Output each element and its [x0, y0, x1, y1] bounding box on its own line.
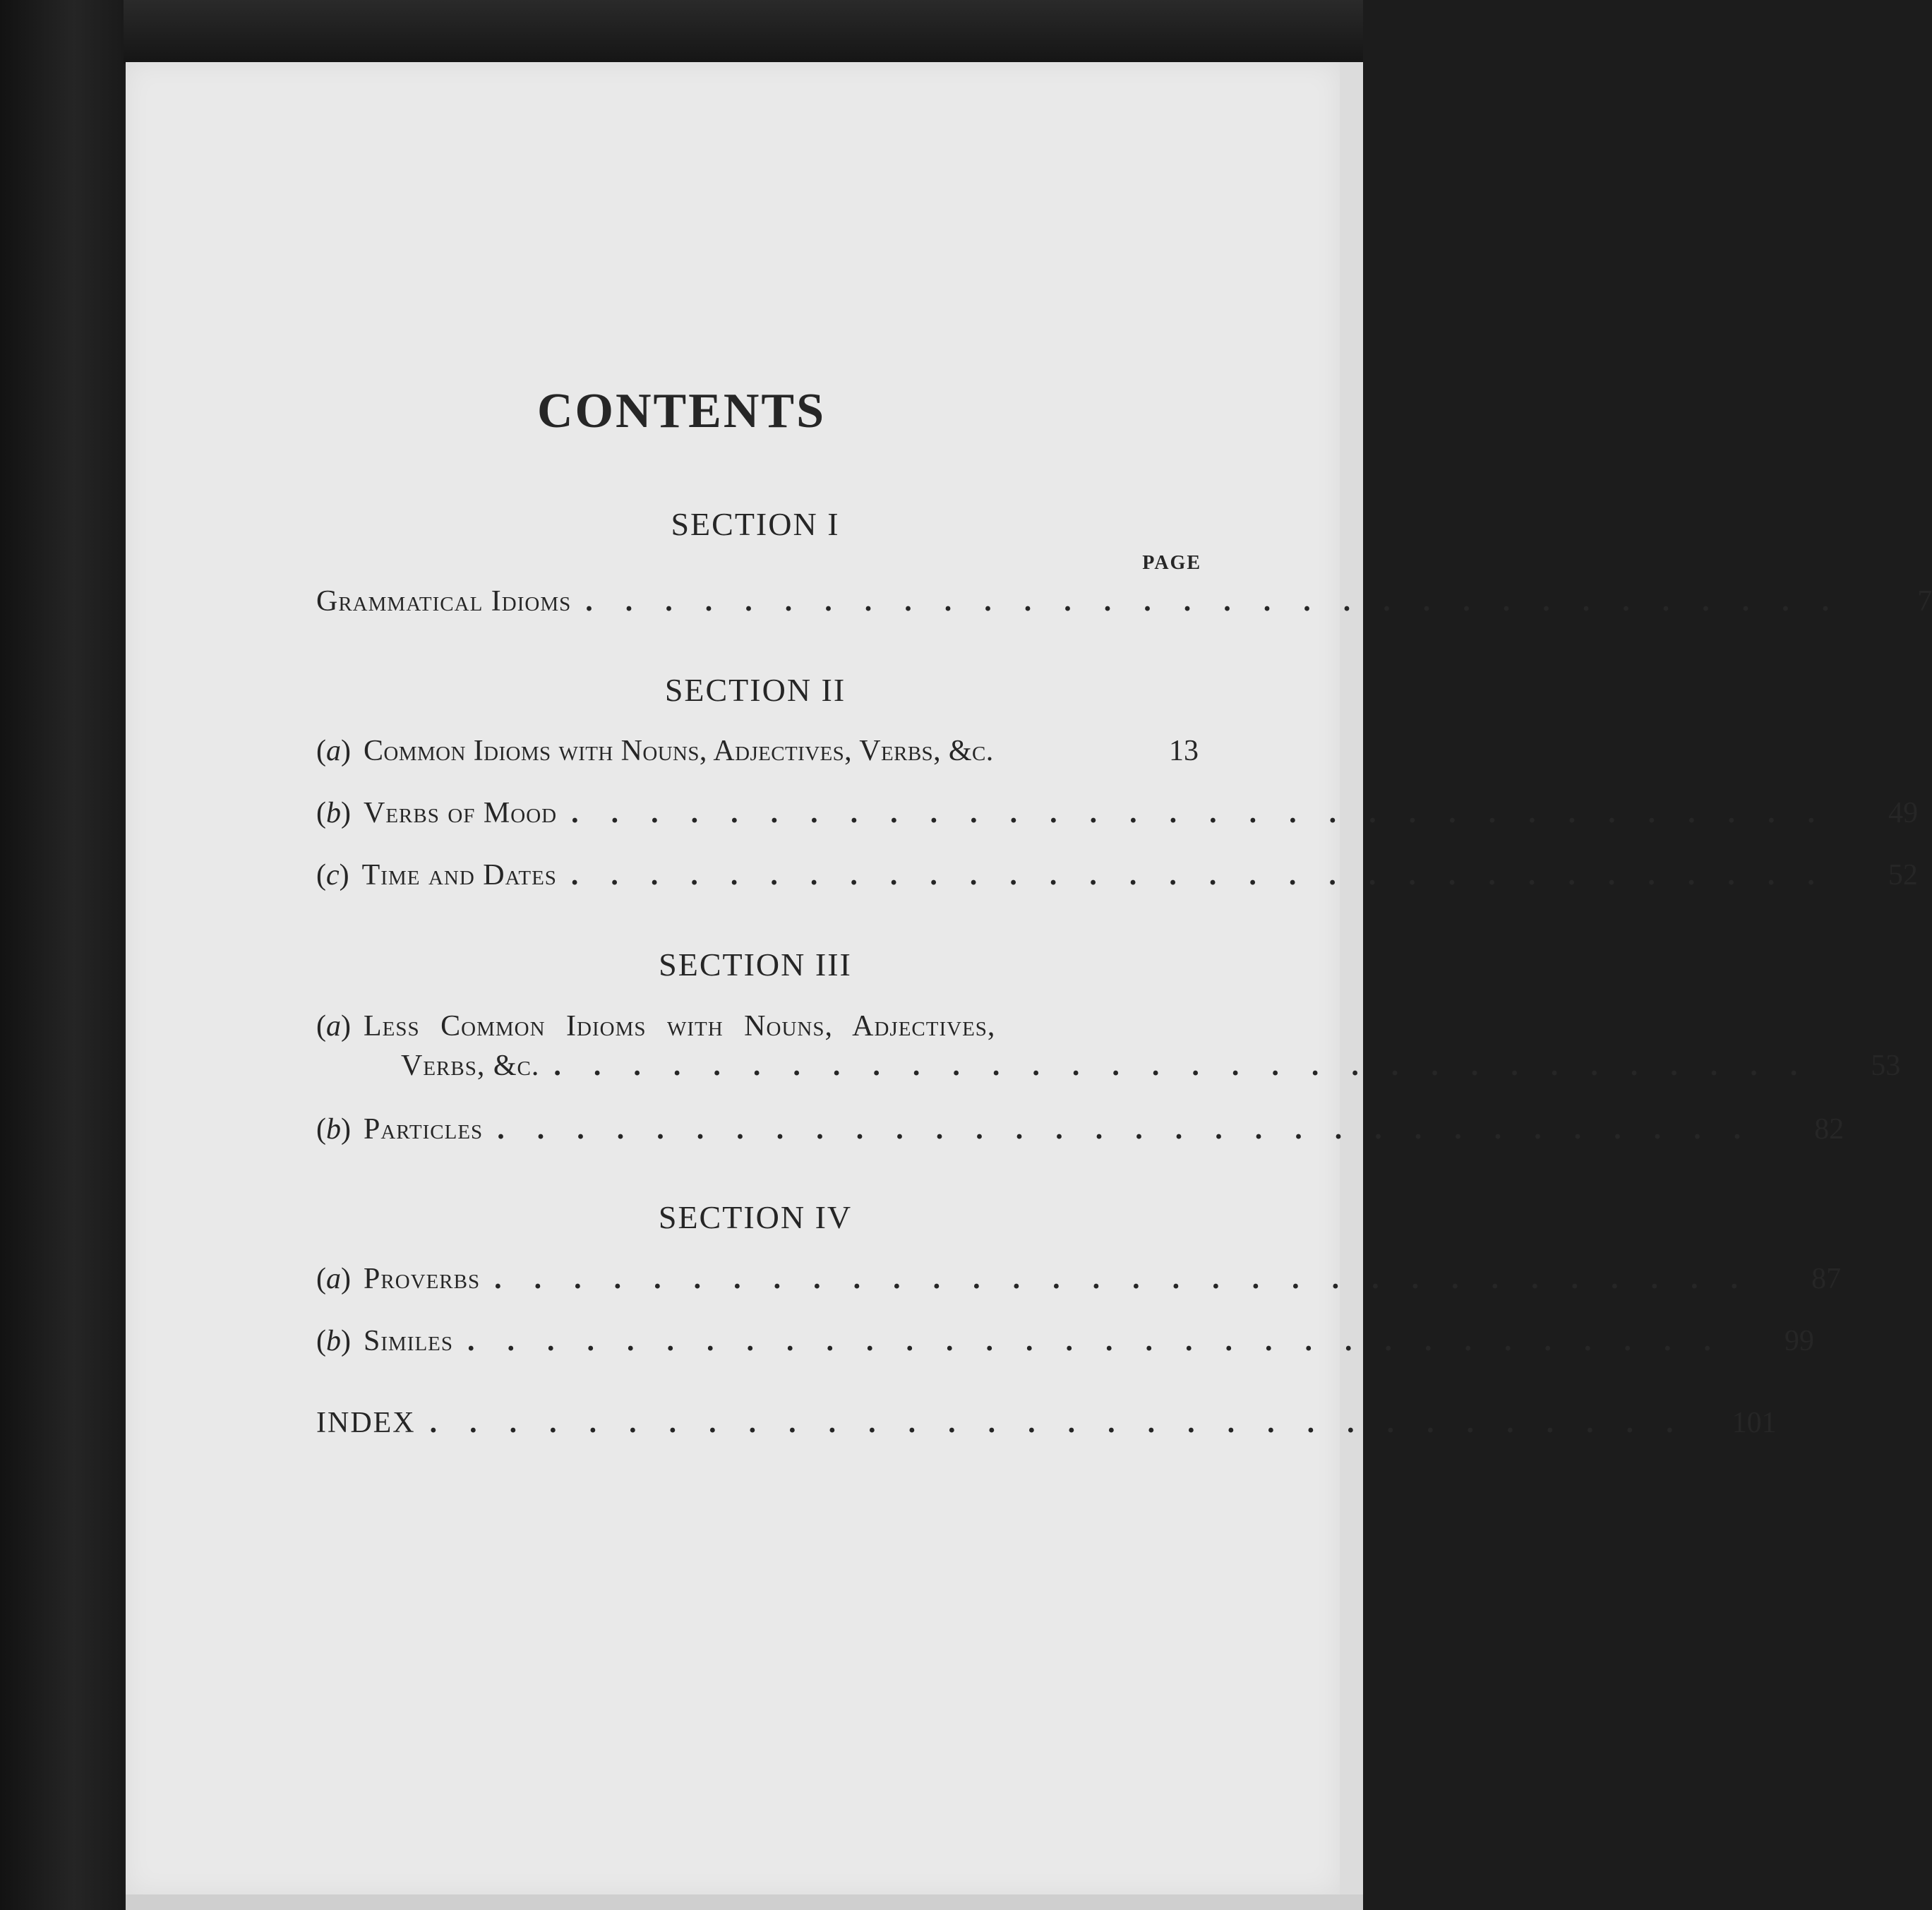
toc-entry-title-continued: Verbs, &c. [401, 1050, 540, 1082]
toc-entry-title: Proverbs [364, 1263, 481, 1295]
toc-entry-marker: (b) [316, 1113, 351, 1146]
toc-entry-page: 52 [1888, 859, 1918, 891]
toc-entry-marker: (c) [316, 859, 349, 891]
toc-entry-index[interactable] [316, 1403, 1777, 1443]
toc-entry-less-common-idioms-continued[interactable] [401, 1046, 1901, 1086]
page-edge-bottom [126, 1894, 1363, 1910]
dot-leader: ................................ [497, 1113, 1774, 1146]
dot-leader: ................................ [494, 1263, 1771, 1295]
toc-entry-marker: (a) [316, 1010, 351, 1043]
section-heading-4: SECTION IV [658, 1199, 853, 1235]
dot-leader: ................................ [553, 1050, 1830, 1082]
toc-entry-page: 53 [1871, 1050, 1901, 1082]
dot-leader: ................................ [570, 859, 1847, 891]
toc-entry-title: Grammatical Idioms [316, 585, 572, 618]
dot-leader: ................................ [585, 585, 1862, 618]
toc-entry-page: 101 [1732, 1407, 1777, 1439]
scan-background-top [0, 0, 1363, 64]
toc-entry-marker: (a) [316, 735, 351, 767]
toc-entry-common-idioms[interactable] [316, 731, 1199, 771]
dot-leader: ................................ [571, 797, 1848, 829]
toc-entry-page: 87 [1811, 1263, 1842, 1295]
toc-entry-title: Verbs of Mood [364, 797, 558, 829]
toc-entry-marker: (a) [316, 1263, 351, 1295]
page-column-label: PAGE [1142, 552, 1201, 574]
toc-entry-page: 82 [1814, 1113, 1844, 1146]
toc-entry-page: 99 [1784, 1325, 1815, 1357]
toc-entry-title: Similes [364, 1325, 454, 1357]
section-heading-3: SECTION III [659, 947, 852, 983]
page-title: CONTENTS [536, 384, 827, 438]
dot-leader: ................................ [429, 1407, 1706, 1439]
page-edge-right [1340, 62, 1363, 1910]
toc-entry-marker: (b) [316, 797, 351, 829]
toc-entry-title: INDEX [316, 1407, 416, 1439]
toc-entry-page: 13 [1169, 735, 1199, 767]
toc-entry-time-and-dates[interactable] [316, 855, 1918, 895]
toc-entry-title: Common Idioms with Nouns, Adjectives, Verbs, &c. [364, 735, 994, 767]
section-heading-2: SECTION II [664, 672, 846, 708]
toc-entry-page: 49 [1888, 797, 1919, 829]
toc-entry-grammatical-idioms[interactable] [316, 582, 1932, 621]
section-heading-1: SECTION I [671, 506, 840, 542]
toc-entry-title: Time and Dates [361, 859, 557, 891]
toc-entry-title: Less Common Idioms with Nouns, Adjectives, [364, 1010, 996, 1043]
toc-entry-title: Particles [364, 1113, 484, 1146]
toc-entry-verbs-of-mood[interactable] [316, 793, 1919, 833]
toc-entry-marker: (b) [316, 1325, 351, 1357]
dot-leader: ................................ [467, 1325, 1744, 1357]
toc-entry-similes[interactable] [316, 1321, 1815, 1361]
toc-entry-particles[interactable] [316, 1110, 1844, 1149]
toc-entry-proverbs[interactable] [316, 1259, 1842, 1299]
toc-entry-less-common-idioms[interactable] [316, 1007, 1199, 1046]
toc-entry-page: 7 [1917, 585, 1932, 618]
